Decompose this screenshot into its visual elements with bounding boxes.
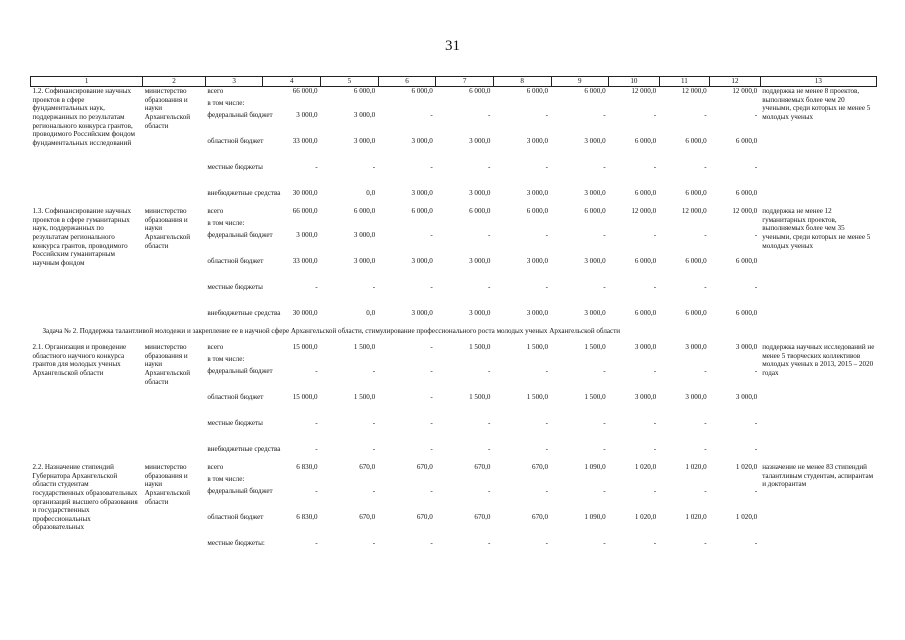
amount-cell: 3 000,0 xyxy=(584,309,606,317)
amount-cell: - xyxy=(430,283,433,291)
amount-cell: 3 000,0 xyxy=(469,189,491,197)
amount-cell: - xyxy=(754,283,758,291)
amount-cell: 3 000,0 xyxy=(353,231,376,239)
amount-cell xyxy=(263,99,321,111)
amount-cell: - xyxy=(372,539,376,547)
funding-source: областной бюджет xyxy=(207,137,264,145)
amount-cell xyxy=(263,355,321,367)
amount-cell: - xyxy=(704,111,707,119)
amount-cell xyxy=(378,219,436,231)
amount-cell: - xyxy=(545,231,548,239)
amount-cell: - xyxy=(315,487,318,495)
amount-cell xyxy=(321,219,379,231)
amount-cell: - xyxy=(653,539,657,547)
amount-cell: - xyxy=(430,539,433,547)
funding-source: внебюджетные средства xyxy=(207,445,281,453)
amount-cell: 3 000,0 xyxy=(584,137,606,145)
amount-cell xyxy=(710,475,761,487)
amount-cell: 3 000,0 xyxy=(526,257,548,265)
amount-cell: - xyxy=(315,367,318,375)
amount-cell: - xyxy=(653,487,657,495)
task-heading-row xyxy=(31,327,877,343)
amount-cell: 66 000,0 xyxy=(292,207,318,215)
amount-cell: - xyxy=(488,445,491,453)
amount-cell: 6 000,0 xyxy=(685,189,707,197)
amount-cell xyxy=(551,99,609,111)
funding-source: областной бюджет xyxy=(207,513,264,521)
amount-cell xyxy=(659,99,710,111)
amount-cell: 30 000,0 xyxy=(292,189,318,197)
amount-cell: 6 000,0 xyxy=(469,87,491,95)
amount-cell: 3 000,0 xyxy=(584,257,606,265)
amount-cell: 1 090,0 xyxy=(584,513,606,521)
amount-cell: 3 000,0 xyxy=(353,111,376,119)
column-number: 13 xyxy=(760,77,876,87)
amount-cell: 6 000,0 xyxy=(735,137,758,145)
amount-cell xyxy=(436,475,494,487)
amount-cell: 6 000,0 xyxy=(411,87,433,95)
column-number: 12 xyxy=(710,77,761,87)
funding-source: внебюджетные средства xyxy=(207,309,281,317)
activity-name: 2.2. Назначение стипендий Губернатора Архангельской области студентам государственных образовательных организаций высшего образования и государственных профессиональных образовательных xyxy=(32,463,138,532)
amount-cell: - xyxy=(704,367,707,375)
funding-source: федеральный бюджет xyxy=(207,231,273,239)
amount-cell: - xyxy=(430,419,433,427)
amount-cell: - xyxy=(653,367,657,375)
activity-name: 1.3. Софинансирование научных проектов в сфере гуманитарных наук, поддержанных по результатам регионального конкурса грантов, проводимого Российским гуманитарным научным фондом xyxy=(32,207,132,267)
amount-cell: 670,0 xyxy=(474,513,491,521)
amount-cell: - xyxy=(754,539,758,547)
amount-cell: - xyxy=(603,419,606,427)
funding-source: федеральный бюджет xyxy=(207,111,273,119)
amount-cell: 12 000,0 xyxy=(732,207,758,215)
amount-cell xyxy=(710,219,761,231)
amount-cell: 12 000,0 xyxy=(631,207,657,215)
amount-cell: - xyxy=(653,445,657,453)
amount-cell: - xyxy=(603,231,606,239)
funding-source: федеральный бюджет xyxy=(207,367,273,375)
amount-cell: 12 000,0 xyxy=(681,207,707,215)
column-number: 4 xyxy=(263,77,321,87)
funding-source: в том числе: xyxy=(207,219,245,227)
funding-source: всего xyxy=(207,343,224,351)
amount-cell: - xyxy=(754,163,758,171)
amount-cell xyxy=(710,99,761,111)
amount-cell: - xyxy=(430,231,433,239)
amount-cell xyxy=(551,355,609,367)
amount-cell xyxy=(710,355,761,367)
amount-cell: 3 000,0 xyxy=(685,393,707,401)
amount-cell: - xyxy=(430,111,433,119)
amount-cell: 6 000,0 xyxy=(353,207,376,215)
amount-cell xyxy=(436,99,494,111)
funding-source: в том числе: xyxy=(207,475,245,483)
row-gap-cell xyxy=(31,553,877,557)
amount-cell: - xyxy=(545,539,548,547)
funding-row xyxy=(31,463,877,475)
amount-cell: - xyxy=(430,445,433,453)
amount-cell: - xyxy=(430,163,433,171)
column-number: 3 xyxy=(205,77,263,87)
column-number: 6 xyxy=(378,77,436,87)
amount-cell: 3 000,0 xyxy=(584,189,606,197)
amount-cell: 6 000,0 xyxy=(634,137,657,145)
amount-cell: 6 000,0 xyxy=(634,257,657,265)
funding-source: местные бюджеты xyxy=(207,163,263,171)
amount-cell: 1 090,0 xyxy=(584,463,606,471)
amount-cell: - xyxy=(653,111,657,119)
column-number: 7 xyxy=(436,77,494,87)
amount-cell: - xyxy=(653,419,657,427)
amount-cell xyxy=(436,355,494,367)
amount-cell: 15 000,0 xyxy=(292,343,318,351)
amount-cell: - xyxy=(372,419,376,427)
amount-cell: 3 000,0 xyxy=(735,393,758,401)
amount-cell: - xyxy=(488,163,491,171)
column-number: 11 xyxy=(659,77,710,87)
amount-cell: - xyxy=(488,283,491,291)
amount-cell: 3 000,0 xyxy=(411,137,433,145)
amount-cell xyxy=(378,355,436,367)
amount-cell: - xyxy=(603,111,606,119)
amount-cell xyxy=(378,475,436,487)
amount-cell: 670,0 xyxy=(474,463,491,471)
amount-cell xyxy=(321,99,379,111)
column-number: 5 xyxy=(321,77,379,87)
amount-cell: 3 000,0 xyxy=(735,343,758,351)
amount-cell xyxy=(263,475,321,487)
amount-cell: 6 000,0 xyxy=(584,207,606,215)
amount-cell xyxy=(321,475,379,487)
amount-cell: 6 000,0 xyxy=(685,309,707,317)
funding-source: местные бюджеты: xyxy=(207,539,265,547)
amount-cell: - xyxy=(754,487,758,495)
amount-cell: 3 000,0 xyxy=(469,309,491,317)
amount-cell: 3 000,0 xyxy=(296,231,318,239)
amount-cell: 6 000,0 xyxy=(526,87,548,95)
amount-cell: - xyxy=(430,343,433,351)
amount-cell: 1 020,0 xyxy=(735,513,758,521)
amount-cell: 0,0 xyxy=(366,309,376,317)
amount-cell: - xyxy=(372,283,376,291)
amount-cell: - xyxy=(653,283,657,291)
amount-cell: - xyxy=(488,419,491,427)
amount-cell: - xyxy=(545,419,548,427)
amount-cell: - xyxy=(430,393,433,401)
amount-cell xyxy=(493,355,551,367)
funding-row xyxy=(31,343,877,355)
funding-source: областной бюджет xyxy=(207,393,264,401)
amount-cell: 670,0 xyxy=(359,463,376,471)
amount-cell: 1 500,0 xyxy=(469,393,491,401)
row-gap xyxy=(31,553,877,557)
funding-source: всего xyxy=(207,463,224,471)
amount-cell xyxy=(659,219,710,231)
amount-cell: - xyxy=(315,419,318,427)
expected-result: поддержка научных исследований не менее 5 творческих коллективов молодых ученых в 2013, 2015 – 2020 годах xyxy=(762,343,875,377)
amount-cell: - xyxy=(430,367,433,375)
amount-cell xyxy=(551,475,609,487)
amount-cell xyxy=(551,219,609,231)
amount-cell: - xyxy=(754,445,758,453)
amount-cell: - xyxy=(488,487,491,495)
amount-cell: 1 020,0 xyxy=(634,513,657,521)
amount-cell: - xyxy=(488,231,491,239)
funding-source: в том числе: xyxy=(207,99,245,107)
amount-cell: 15 000,0 xyxy=(292,393,318,401)
amount-cell: 0,0 xyxy=(366,189,376,197)
funding-source: внебюджетные средства xyxy=(207,189,281,197)
amount-cell: - xyxy=(603,163,606,171)
amount-cell: - xyxy=(315,445,318,453)
funding-source: областной бюджет xyxy=(207,257,264,265)
amount-cell: - xyxy=(603,283,606,291)
expected-result: поддержка не менее 8 проектов, выполняемых более чем 20 учеными, среди которых не менее 5 молодых ученых xyxy=(762,87,871,121)
amount-cell: - xyxy=(430,487,433,495)
amount-cell: - xyxy=(704,419,707,427)
amount-cell: - xyxy=(653,231,657,239)
amount-cell: 6 000,0 xyxy=(634,309,657,317)
amount-cell: 6 000,0 xyxy=(634,189,657,197)
amount-cell: 3 000,0 xyxy=(634,343,657,351)
amount-cell: 6 000,0 xyxy=(526,207,548,215)
amount-cell: 1 500,0 xyxy=(584,393,606,401)
amount-cell: 6 000,0 xyxy=(353,87,376,95)
activity-name: 2.1. Организация и проведение областного научного конкурса грантов для молодых ученых Архангельской области xyxy=(32,343,127,377)
amount-cell: 1 020,0 xyxy=(685,513,707,521)
executor: министерство образования и науки Архангельской области xyxy=(144,207,191,250)
amount-cell xyxy=(493,219,551,231)
amount-cell: 670,0 xyxy=(416,513,433,521)
page-number: 31 xyxy=(445,38,460,54)
executor: министерство образования и науки Архангельской области xyxy=(144,463,191,506)
amount-cell: - xyxy=(704,231,707,239)
amount-cell xyxy=(263,219,321,231)
amount-cell: - xyxy=(315,283,318,291)
amount-cell: 6 000,0 xyxy=(685,257,707,265)
amount-cell: 1 500,0 xyxy=(353,393,376,401)
amount-cell: 6 000,0 xyxy=(469,207,491,215)
amount-cell: - xyxy=(603,367,606,375)
amount-cell: 3 000,0 xyxy=(526,137,548,145)
funding-row xyxy=(31,87,877,100)
amount-cell: - xyxy=(545,111,548,119)
amount-cell: - xyxy=(372,367,376,375)
amount-cell: 1 500,0 xyxy=(584,343,606,351)
amount-cell: 6 000,0 xyxy=(411,207,433,215)
activity-name: 1.2. Софинансирование научных проектов в сфере фундаментальных наук, поддержанных по результатам регионального конкурса грантов, проводимого Российским фондом фундаментальных исследований xyxy=(32,87,136,147)
amount-cell: 6 830,0 xyxy=(296,463,318,471)
amount-cell xyxy=(659,475,710,487)
amount-cell: - xyxy=(372,445,376,453)
amount-cell: - xyxy=(488,539,491,547)
amount-cell: - xyxy=(545,163,548,171)
amount-cell: 3 000,0 xyxy=(469,257,491,265)
amount-cell: 6 000,0 xyxy=(685,137,707,145)
column-number: 8 xyxy=(493,77,551,87)
amount-cell: - xyxy=(704,445,707,453)
amount-cell: 33 000,0 xyxy=(292,137,318,145)
funding-source: всего xyxy=(207,207,224,215)
amount-cell: 1 500,0 xyxy=(353,343,376,351)
amount-cell: 6 000,0 xyxy=(735,309,758,317)
amount-cell: - xyxy=(372,163,376,171)
amount-cell: - xyxy=(545,367,548,375)
amount-cell: 3 000,0 xyxy=(411,257,433,265)
expected-result: назначение не менее 83 стипендий талантливым студентам, аспирантам и докторантам xyxy=(762,463,874,489)
amount-cell: - xyxy=(545,283,548,291)
amount-cell: 3 000,0 xyxy=(469,137,491,145)
amount-cell: - xyxy=(603,445,606,453)
amount-cell: - xyxy=(545,445,548,453)
amount-cell: 12 000,0 xyxy=(681,87,707,95)
amount-cell: - xyxy=(603,487,606,495)
amount-cell xyxy=(609,355,660,367)
column-number: 9 xyxy=(551,77,609,87)
program-activities-table xyxy=(30,76,877,557)
amount-cell: - xyxy=(315,539,318,547)
amount-cell: 6 830,0 xyxy=(296,513,318,521)
amount-cell: 33 000,0 xyxy=(292,257,318,265)
amount-cell xyxy=(493,475,551,487)
amount-cell: 670,0 xyxy=(532,513,548,521)
amount-cell: 3 000,0 xyxy=(526,189,548,197)
amount-cell: 3 000,0 xyxy=(685,343,707,351)
amount-cell: - xyxy=(545,487,548,495)
column-number: 1 xyxy=(31,77,143,87)
amount-cell: - xyxy=(704,539,707,547)
amount-cell: 1 020,0 xyxy=(735,463,758,471)
amount-cell: 1 020,0 xyxy=(634,463,657,471)
amount-cell xyxy=(609,99,660,111)
amount-cell: - xyxy=(754,367,758,375)
amount-cell: 3 000,0 xyxy=(411,189,433,197)
funding-row xyxy=(31,207,877,219)
amount-cell: - xyxy=(754,111,758,119)
column-number-row xyxy=(31,77,877,87)
amount-cell: 3 000,0 xyxy=(353,257,376,265)
amount-cell: 3 000,0 xyxy=(296,111,318,119)
amount-cell: - xyxy=(488,111,491,119)
amount-cell: - xyxy=(653,163,657,171)
amount-cell: 3 000,0 xyxy=(526,309,548,317)
funding-source: федеральный бюджет xyxy=(207,487,273,495)
amount-cell: 3 000,0 xyxy=(353,137,376,145)
funding-source: местные бюджеты xyxy=(207,419,263,427)
column-number: 10 xyxy=(609,77,660,87)
amount-cell: 3 000,0 xyxy=(411,309,433,317)
amount-cell: 6 000,0 xyxy=(735,257,758,265)
amount-cell: - xyxy=(372,487,376,495)
amount-cell: 1 020,0 xyxy=(685,463,707,471)
amount-cell: - xyxy=(704,283,707,291)
amount-cell: - xyxy=(315,163,318,171)
amount-cell: - xyxy=(488,367,491,375)
amount-cell: 670,0 xyxy=(359,513,376,521)
amount-cell xyxy=(493,99,551,111)
amount-cell: 12 000,0 xyxy=(732,87,758,95)
amount-cell: - xyxy=(704,487,707,495)
amount-cell xyxy=(609,475,660,487)
executor: министерство образования и науки Архангельской области xyxy=(144,343,191,386)
amount-cell: 30 000,0 xyxy=(292,309,318,317)
amount-cell: 6 000,0 xyxy=(735,189,758,197)
amount-cell xyxy=(609,219,660,231)
executor: министерство образования и науки Архангельской области xyxy=(144,87,191,130)
amount-cell: - xyxy=(754,419,758,427)
amount-cell xyxy=(659,355,710,367)
amount-cell: 3 000,0 xyxy=(634,393,657,401)
amount-cell: 6 000,0 xyxy=(584,87,606,95)
amount-cell: 1 500,0 xyxy=(469,343,491,351)
amount-cell: 12 000,0 xyxy=(631,87,657,95)
funding-source: всего xyxy=(207,87,224,95)
amount-cell xyxy=(321,355,379,367)
amount-cell: - xyxy=(603,539,606,547)
amount-cell: 670,0 xyxy=(532,463,548,471)
amount-cell: - xyxy=(704,163,707,171)
funding-source: в том числе: xyxy=(207,355,245,363)
amount-cell xyxy=(436,219,494,231)
amount-cell: 670,0 xyxy=(416,463,433,471)
funding-source: местные бюджеты xyxy=(207,283,263,291)
task-heading: Задача № 2. Поддержка талантливой молодежи и закрепление ее в научной сфере Архангельской области, стимулирование профессионального роста молодых ученых Архангельской области xyxy=(42,327,621,335)
amount-cell: 66 000,0 xyxy=(292,87,318,95)
amount-cell: - xyxy=(754,231,758,239)
amount-cell: 1 500,0 xyxy=(526,343,548,351)
expected-result: поддержка не менее 12 гуманитарных проектов, выполняемых более чем 35 учеными, среди которых не менее 5 молодых ученых xyxy=(762,207,871,250)
column-number: 2 xyxy=(143,77,206,87)
amount-cell xyxy=(378,99,436,111)
amount-cell: 1 500,0 xyxy=(526,393,548,401)
